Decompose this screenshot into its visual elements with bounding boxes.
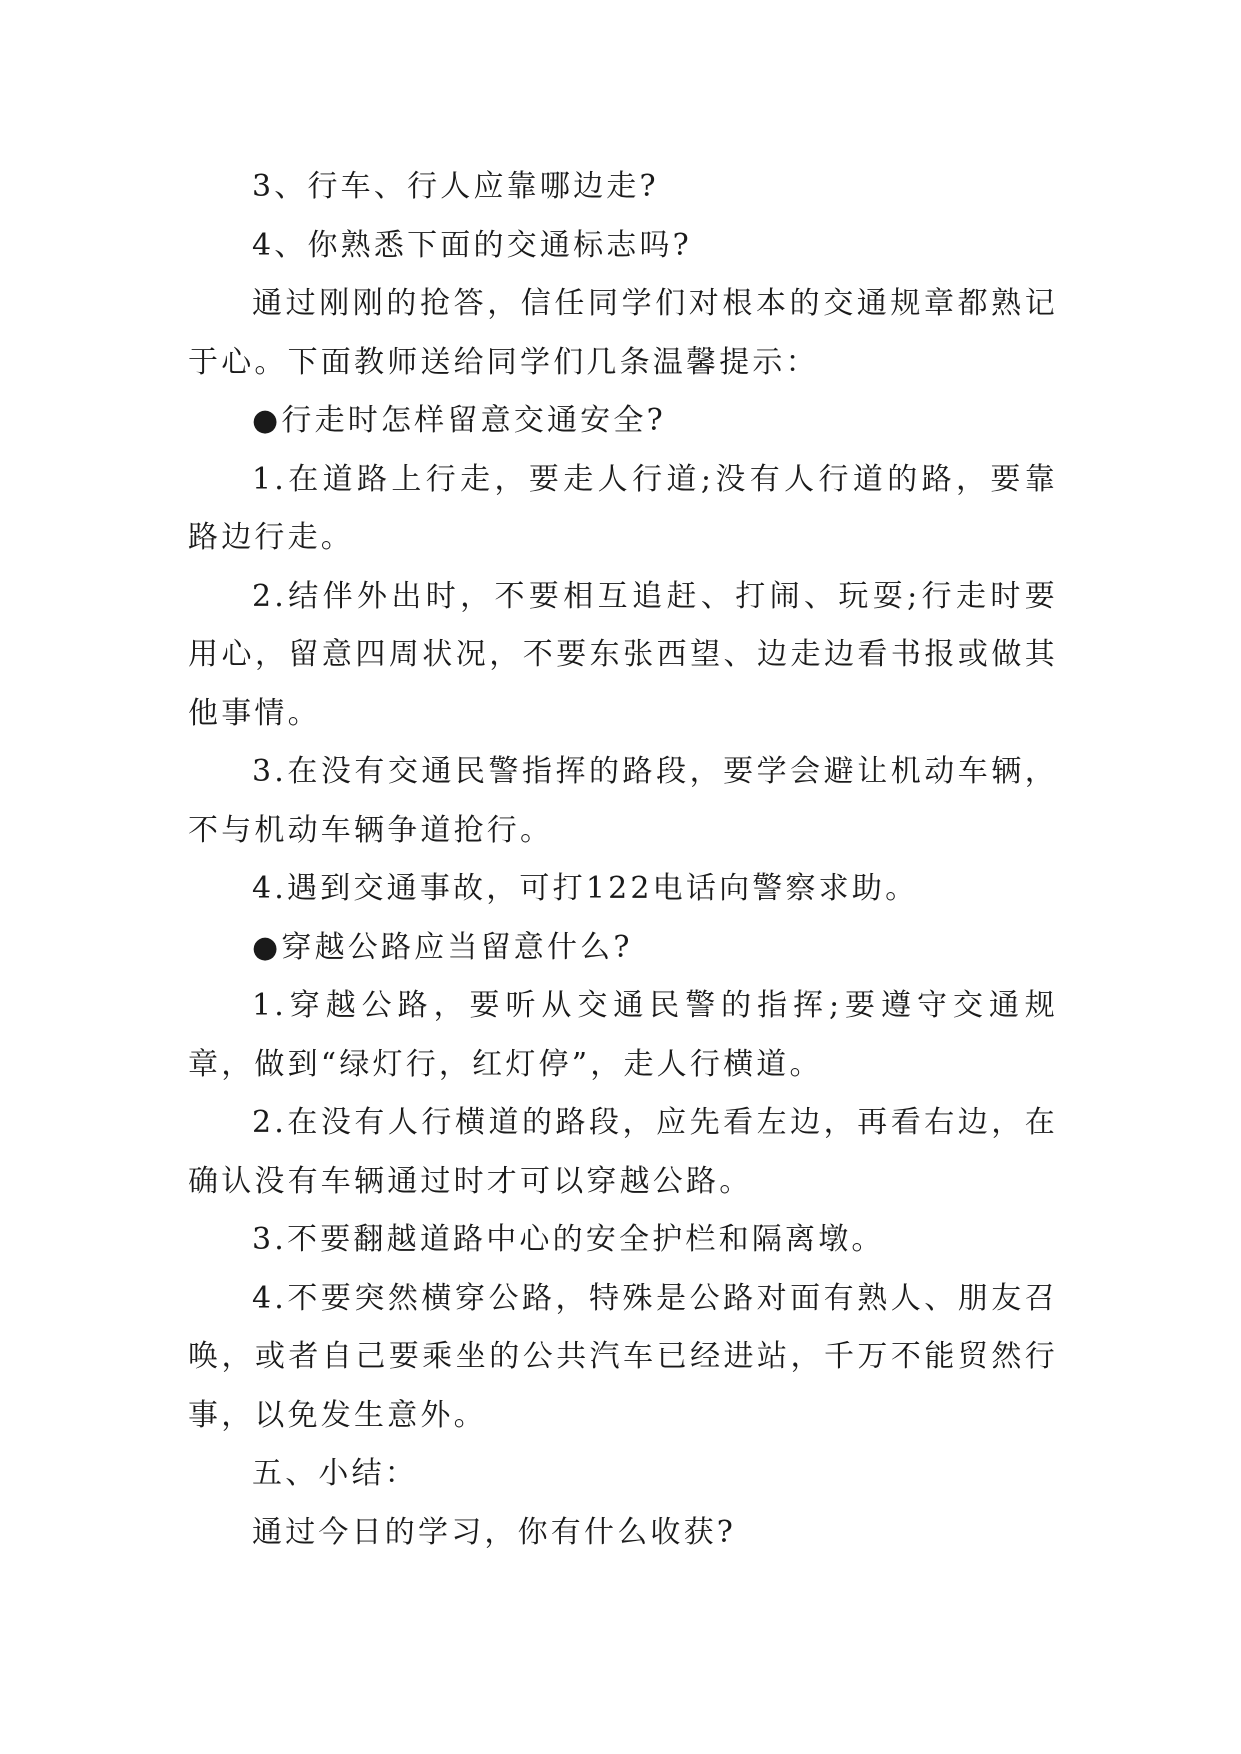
- crossing-tip-3: 3.不要翻越道路中心的安全护栏和隔离墩。: [252, 1222, 885, 1257]
- crossing-tip-4: 4.不要突然横穿公路，特殊是公路对面有熟人、朋友召唤，或者自己要乘坐的公共汽车已经进站，千万不能贸然行事，以免发生意外。: [188, 1280, 1058, 1433]
- paragraph-intro-tips: 通过刚刚的抢答，信任同学们对根本的交通规章都熟记于心。下面教师送给同学们几条温馨提示：: [188, 286, 1058, 380]
- paragraph-question-3: 3、行车、行人应靠哪边走?: [252, 169, 659, 204]
- crossing-tip-2: 2.在没有人行横道的路段，应先看左边，再看右边，在确认没有车辆通过时才可以穿越公路。: [188, 1105, 1058, 1199]
- heading-crossing-road: ●穿越公路应当留意什么?: [252, 929, 633, 965]
- crossing-tip-1: 1.穿越公路，要听从交通民警的指挥;要遵守交通规章，做到“绿灯行，红灯停”，走人行横道。: [188, 988, 1058, 1082]
- walking-tip-3: 3.在没有交通民警指挥的路段，要学会避让机动车辆，不与机动车辆争道抢行。: [188, 754, 1058, 848]
- document-body: [188, 158, 1058, 1562]
- heading-summary: 五、小结：: [252, 1456, 418, 1491]
- paragraph-question-4: 4、你熟悉下面的交通标志吗?: [252, 227, 692, 263]
- walking-tip-1: 1.在道路上行走，要走人行道;没有人行道的路，要靠路边行走。: [188, 461, 1058, 555]
- walking-tip-4: 4.遇到交通事故，可打122电话向警察求助。: [252, 871, 919, 906]
- walking-tip-2: 2.结伴外出时，不要相互追赶、打闹、玩耍;行走时要用心，留意四周状况，不要东张西望、边走边看书报或做其他事情。: [188, 578, 1058, 731]
- summary-question: 通过今日的学习，你有什么收获?: [252, 1514, 737, 1550]
- heading-walking-safety: ●行走时怎样留意交通安全?: [252, 403, 666, 438]
